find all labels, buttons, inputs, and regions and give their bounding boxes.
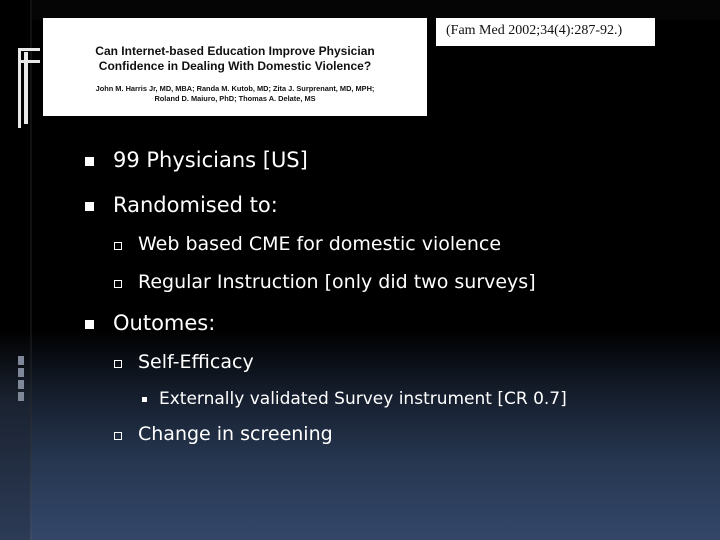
bullet-physicians: 99 Physicians [US] [113,148,308,172]
sub-bullet-marker [114,280,122,288]
citation-text: (Fam Med 2002;34(4):287-92.) [446,23,623,38]
bullet-marker [85,320,94,329]
bullet-randomised: Randomised to: [113,193,278,217]
paper-authors-line-2: Roland D. Maiuro, PhD; Thomas A. Delate, MS [154,93,316,103]
sub-sub-bullet-survey-instrument: Externally validated Survey instrument [CR 0.7] [159,389,567,409]
sub-bullet-self-efficacy: Self-Efficacy [138,351,254,373]
paper-title-line-2: Confidence in Dealing With Domestic Violence? [98,59,372,73]
sub-bullet-change-in-screening: Change in screening [138,423,333,445]
sub-bullet-marker [114,242,122,250]
sub-bullet-regular-instruction: Regular Instruction [only did two surveys] [138,271,536,293]
sub-bullet-web-cme: Web based CME for domestic violence [138,233,502,255]
paper-authors-line-1: John M. Harris Jr, MD, MBA; Randa M. Kutob, MD; Zita J. Surprenant, MD, MPH; [95,84,375,93]
paper-title-line-1: Can Internet-based Education Improve Physician [95,44,375,58]
sub-bullet-marker [114,432,122,440]
bullet-marker [85,202,94,211]
bullet-outcomes: Outomes: [113,311,216,335]
bullet-marker [85,157,94,166]
sub-bullet-marker [114,360,122,368]
sub-sub-bullet-marker [142,397,147,402]
